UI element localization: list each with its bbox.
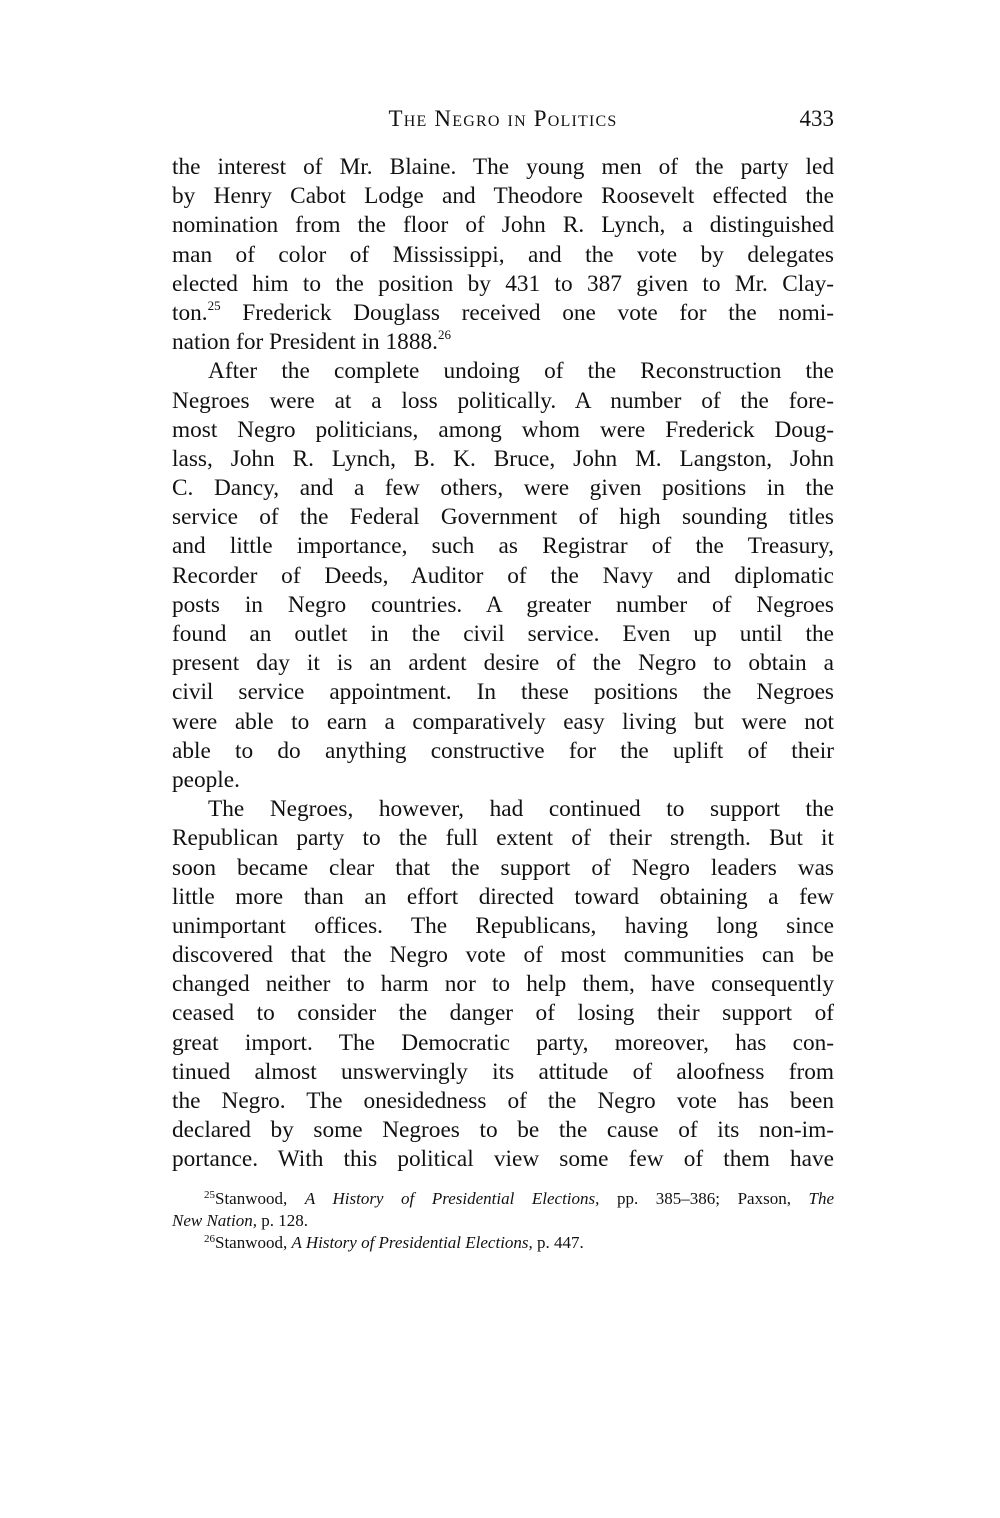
text-line: great import. The Democratic party, moreover, has con- [172,1029,834,1056]
footnote-ref: 25 [207,297,221,313]
text-line: nomination from the floor of John R. Lynch, a distinguished [172,212,834,239]
text-line: soon became clear that the support of Negro leaders was [172,854,834,881]
text-line: the Negro. The onesidedness of the Negro vote has been [172,1088,834,1114]
footnotes [172,1188,834,1254]
text-line: ceased to consider the danger of losing their support of [172,1000,834,1027]
text-line: little more than an effort directed toward obtaining a few [172,883,834,910]
text-line: discovered that the Negro vote of most communities can be [172,942,834,969]
text-line: were able to earn a comparatively easy living but were not [172,708,834,735]
page-number: 433 [799,106,834,131]
footnote-26: $^{26}$Stanwood, A History of Presidential Elections, p. 447. [204,1233,584,1252]
text-line: unimportant offices. The Republicans, having long since [172,912,834,939]
text-line: ton.$^{25}$ Frederick Douglass received one vote for the nomi- [172,297,834,326]
text-line: C. Dancy, and a few others, were given positions in the [172,475,834,502]
text-line: elected him to the position by 431 to 387 given to Mr. Clay- [172,270,834,297]
footnote-25: $^{25}$Stanwood, A History of Presidential Elections, pp. 385–386; Paxson, The [204,1189,835,1208]
text-line: Republican party to the full extent of their strength. But it [172,825,834,852]
text-line: people. [172,766,240,793]
text-line: changed neither to harm nor to help them, have consequently [172,971,834,998]
text-line: man of color of Mississippi, and the vote by delegates [172,241,834,268]
text-line: the interest of Mr. Blaine. The young men of the party led [172,154,834,180]
text-line: civil service appointment. In these positions the Negroes [172,679,834,706]
footnote-25-cont: New Nation, p. 128. [172,1211,309,1230]
running-header [172,106,834,136]
text-line: service of the Federal Government of high sounding titles [172,504,834,531]
running-title: The Negro in Politics [388,106,618,131]
text-line: Recorder of Deeds, Auditor of the Navy and diplomatic [172,562,834,589]
text-line: tinued almost unswervingly its attitude of aloofness from [172,1058,834,1085]
body-text [172,153,834,1175]
text-line: portance. With this political view some few of them have [172,1146,834,1173]
text-line: able to do anything constructive for the uplift of their [172,737,834,764]
text-line: present day it is an ardent desire of the Negro to obtain a [172,650,834,677]
text-line: found an outlet in the civil service. Even up until the [172,621,834,647]
paragraph-start: After the complete undoing of the Reconstruction the [208,358,834,385]
text-line: Negroes were at a loss politically. A number of the fore- [172,387,834,414]
text-line: posts in Negro countries. A greater number of Negroes [172,591,834,618]
text-line: lass, John R. Lynch, B. K. Bruce, John M. Langston, John [172,445,834,472]
text-line: most Negro politicians, among whom were Frederick Doug- [172,416,834,443]
text-line: declared by some Negroes to be the cause of its non-im- [172,1117,834,1144]
paragraph-start: The Negroes, however, had continued to support the [208,796,834,823]
footnote-ref: 26 [437,327,451,343]
text-line: nation for President in 1888.26 [172,327,451,356]
text-line: and little importance, such as Registrar of the Treasury, [172,533,834,560]
text-line: by Henry Cabot Lodge and Theodore Roosevelt effected the [172,183,834,210]
